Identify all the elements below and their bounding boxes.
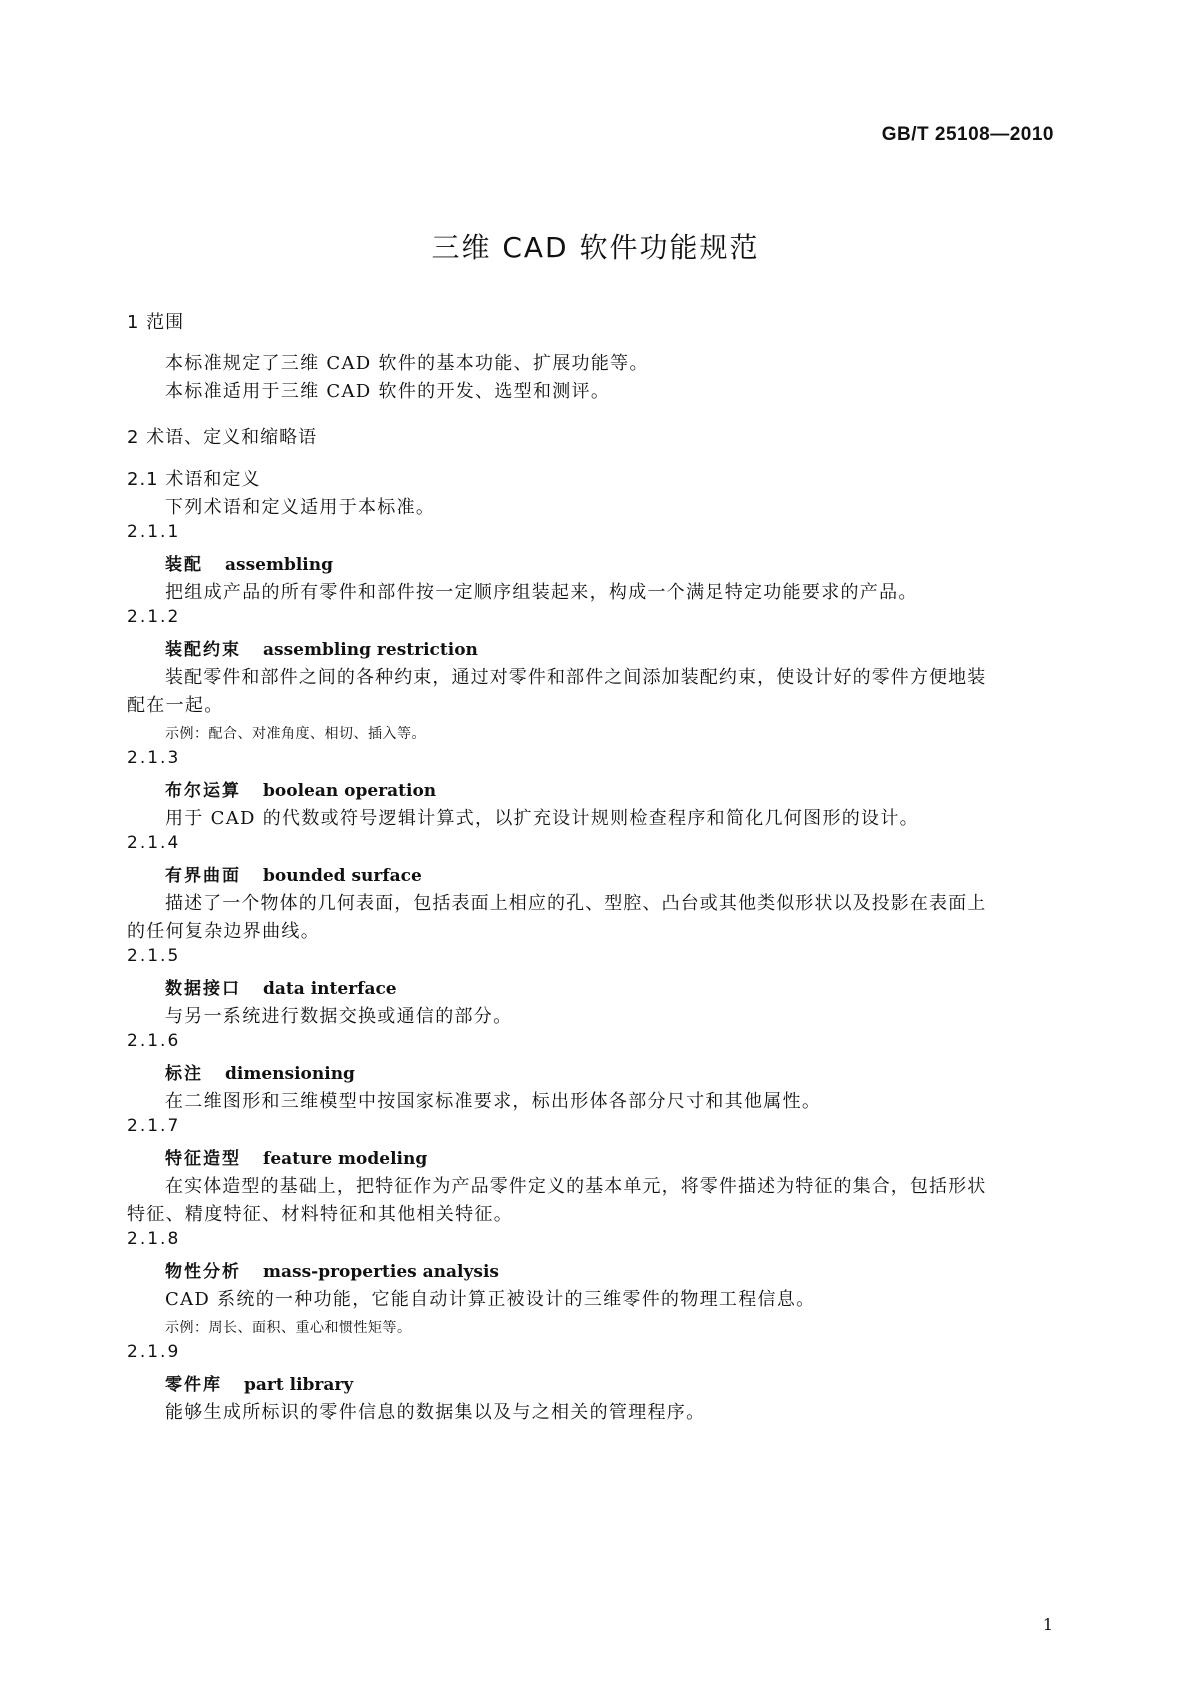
term-number: 2.1.3 — [127, 748, 181, 768]
term-number: 2.1.8 — [127, 1229, 181, 1249]
term-definition: 用于 CAD 的代数或符号逻辑计算式，以扩充设计规则检查程序和简化几何图形的设计。 — [165, 808, 919, 829]
term-english: part library — [244, 1375, 354, 1395]
term-heading — [165, 1257, 499, 1282]
term-heading — [165, 550, 333, 575]
section-2-1-intro: 下列术语和定义适用于本标准。 — [165, 497, 436, 518]
term-definition: 能够生成所标识的零件信息的数据集以及与之相关的管理程序。 — [165, 1402, 706, 1423]
term-definition-line-1: 在实体造型的基础上，把特征作为产品零件定义的基本单元，将零件描述为特征的集合，包括形状 — [165, 1176, 987, 1197]
term-definition-line-2: 配在一起。 — [127, 695, 224, 716]
term-example: 示例：周长、面积、重心和惯性矩等。 — [165, 1320, 412, 1336]
term-english: feature modeling — [263, 1149, 428, 1169]
document-title: 三维 CAD 软件功能规范 — [431, 231, 760, 264]
term-number: 2.1.5 — [127, 946, 181, 966]
term-english: boolean operation — [263, 781, 437, 801]
section-1-paragraph-2: 本标准适用于三维 CAD 软件的开发、选型和测评。 — [165, 381, 611, 402]
term-definition: 与另一系统进行数据交换或通信的部分。 — [165, 1006, 513, 1027]
term-english: dimensioning — [225, 1064, 355, 1084]
term-english: assembling restriction — [263, 640, 478, 660]
term-definition: 在二维图形和三维模型中按国家标准要求，标出形体各部分尺寸和其他属性。 — [165, 1091, 822, 1112]
term-chinese: 零件库 — [165, 1375, 222, 1395]
term-chinese: 装配约束 — [165, 640, 241, 660]
term-chinese: 特征造型 — [165, 1149, 241, 1169]
term-heading — [165, 776, 436, 801]
term-definition: CAD 系统的一种功能，它能自动计算正被设计的三维零件的物理工程信息。 — [165, 1289, 816, 1310]
term-definition-line-2: 的任何复杂边界曲线。 — [127, 921, 320, 942]
term-chinese: 数据接口 — [165, 979, 241, 999]
term-number: 2.1.1 — [127, 522, 181, 542]
term-heading — [165, 1059, 355, 1084]
term-english: assembling — [225, 555, 334, 575]
term-number: 2.1.7 — [127, 1116, 181, 1136]
term-english: mass-properties analysis — [263, 1262, 499, 1282]
term-heading — [165, 635, 478, 660]
term-definition-line-1: 装配零件和部件之间的各种约束，通过对零件和部件之间添加装配约束，使设计好的零件方便地装 — [165, 667, 987, 688]
section-1-paragraph-1: 本标准规定了三维 CAD 软件的基本功能、扩展功能等。 — [165, 353, 649, 374]
term-number: 2.1.6 — [127, 1031, 181, 1051]
section-2-1-heading: 2.1 术语和定义 — [127, 469, 261, 490]
term-heading — [165, 1144, 427, 1169]
term-number: 2.1.4 — [127, 833, 181, 853]
term-definition-line-1: 描述了一个物体的几何表面，包括表面上相应的孔、型腔、凸台或其他类似形状以及投影在表面上 — [165, 893, 987, 914]
term-heading — [165, 1370, 353, 1395]
term-number: 2.1.9 — [127, 1342, 181, 1362]
term-definition-line-2: 特征、精度特征、材料特征和其他相关特征。 — [127, 1204, 513, 1225]
term-chinese: 有界曲面 — [165, 866, 241, 886]
term-english: bounded surface — [263, 866, 422, 886]
section-1-heading: 1 范围 — [127, 312, 185, 333]
term-example: 示例：配合、对准角度、相切、插入等。 — [165, 726, 426, 742]
term-chinese: 布尔运算 — [165, 781, 241, 801]
section-2-heading: 2 术语、定义和缩略语 — [127, 427, 318, 448]
page-number: 1 — [1042, 1615, 1053, 1634]
term-english: data interface — [263, 979, 397, 999]
standard-code: GB/T 25108—2010 — [881, 124, 1054, 145]
term-chinese: 装配 — [165, 555, 203, 575]
term-chinese: 物性分析 — [165, 1262, 241, 1282]
term-definition: 把组成产品的所有零件和部件按一定顺序组装起来，构成一个满足特定功能要求的产品。 — [165, 582, 918, 603]
term-heading — [165, 974, 397, 999]
term-number: 2.1.2 — [127, 607, 181, 627]
term-heading — [165, 861, 422, 886]
term-chinese: 标注 — [165, 1064, 203, 1084]
